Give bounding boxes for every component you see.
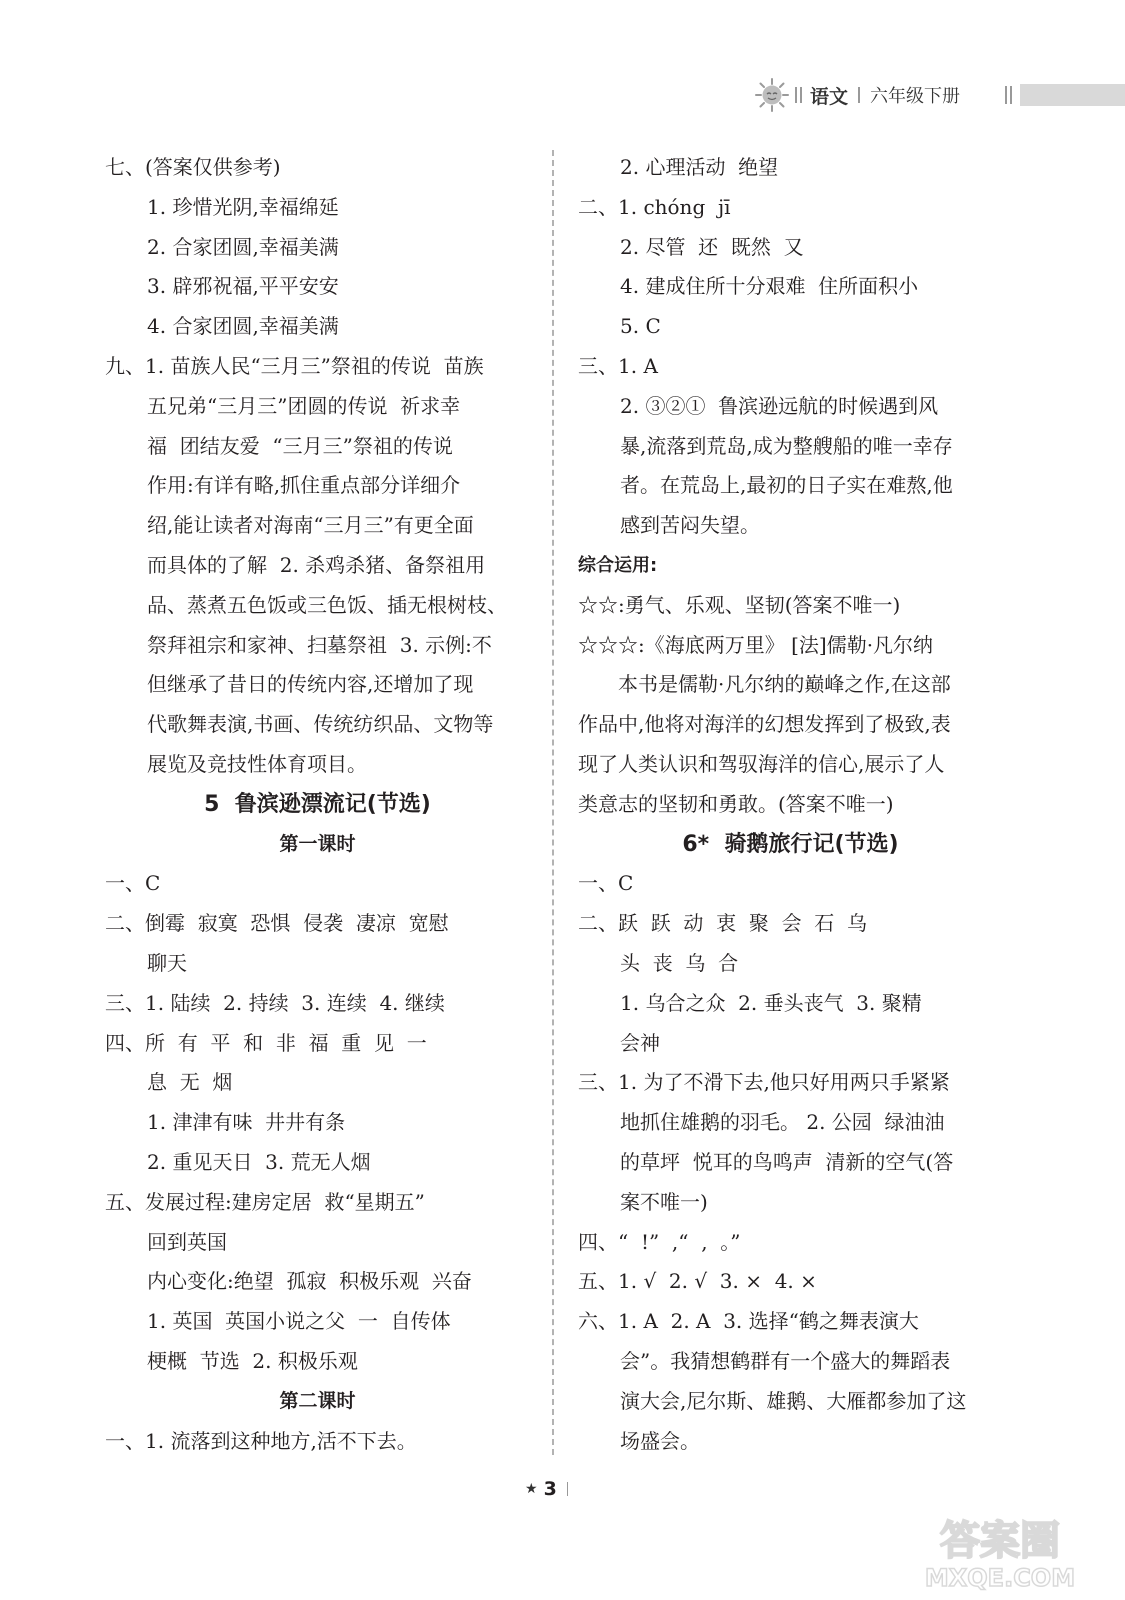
page-footer [525,1478,568,1500]
star-icon: ★ [525,1481,538,1497]
answer-line: 5. C [620,314,661,339]
answer-line: 绍,能让读者对海南“三月三”有更全面 [147,513,474,538]
svg-text:答案圈: 答案圈 [940,1518,1060,1564]
answer-line: 2. ③②① 鲁滨逊远航的时候遇到风 [620,393,939,418]
watermark-logo [895,1510,1105,1592]
header-separator [858,87,860,103]
header-bars [795,87,802,103]
left-column [105,148,530,1461]
answer-line: 六、1. A 2. A 3. 选择“鹤之舞表演大 [578,1309,919,1334]
answer-line: 但继承了昔日的传统内容,还增加了现 [147,672,474,697]
header-gray-band [1020,84,1125,106]
answer-line: 祭拜祖宗和家神、扫墓祭祖 3. 示例:不 [147,632,492,657]
answer-line: 4. 建成住所十分艰难 住所面积小 [620,274,919,299]
answer-line: 1. 珍惜光阴,幸福绵延 [147,194,339,219]
answer-line: 会”。我猜想鹤群有一个盛大的舞蹈表 [620,1348,951,1373]
lesson-subtitle: 第二课时 [279,1389,356,1412]
sun-face-icon [755,78,789,112]
answer-line: 梗概 节选 2. 积极乐观 [147,1348,358,1373]
answer-line: 二、倒霉 寂寞 恐惧 侵袭 凄凉 宽慰 [105,911,449,936]
answer-line: 回到英国 [147,1229,227,1254]
answer-line: 感到苦闷失望。 [620,513,760,538]
answer-line: 地抓住雄鹅的羽毛。 2. 公园 绿油油 [620,1110,945,1135]
answer-line: 二、跃 跃 动 衷 聚 会 石 乌 [578,911,868,936]
answer-line: 暴,流落到荒岛,成为整艘船的唯一幸存 [620,433,953,458]
answer-line: 场盛会。 [620,1428,700,1453]
page-header [755,78,960,112]
answer-line: 者。在荒岛上,最初的日子实在难熬,他 [620,473,953,498]
answer-line: 本书是儒勒·凡尔纳的巅峰之作,在这部 [618,672,951,697]
answer-line: 2. 合家团圆,幸福美满 [147,234,339,259]
answer-line: 2. 心理活动 绝望 [620,155,779,179]
section-title: 5 鲁滨逊漂流记(节选) [204,791,431,817]
footer-tick [567,1482,568,1496]
answer-line: 息 无 烟 [147,1070,233,1095]
answer-line: ☆☆☆:《海底两万里》 [法]儒勒·凡尔纳 [578,632,934,657]
answer-line: 展览及竞技性体育项目。 [147,751,367,776]
answer-line: 三、1. 为了不滑下去,他只好用两只手紧紧 [578,1070,950,1095]
column-divider [552,150,554,1455]
answer-line: 二、1. chóng jī [578,194,731,219]
section-title: 6* 骑鹅旅行记(节选) [682,831,899,857]
answer-line: 2. 尽管 还 既然 又 [620,234,804,259]
answer-line: 品、蒸煮五色饭或三色饭、插无根树枝、 [147,592,507,617]
answer-line: 四、所 有 平 和 非 福 重 见 一 [105,1030,427,1055]
answer-line: 三、1. A [578,353,658,378]
answer-line: 作用:有详有略,抓住重点部分详细介 [147,473,461,498]
answer-line: 类意志的坚韧和勇敢。(答案不唯一) [578,791,894,816]
answer-line: 演大会,尼尔斯、雄鹅、大雁都参加了这 [620,1388,967,1413]
answer-line: 的草坪 悦耳的鸟鸣声 清新的空气(答 [620,1149,954,1174]
answer-line: 1. 英国 英国小说之父 一 自传体 [147,1309,451,1334]
answer-line: 聊天 [147,950,187,975]
answer-line: 一、C [105,871,161,896]
answer-line: 一、1. 流落到这种地方,活不下去。 [105,1428,417,1453]
header-bars-right [1005,86,1012,104]
answer-line: 福 团结友爱 “三月三”祭祖的传说 [147,433,453,458]
answer-line: 三、1. 陆续 2. 持续 3. 连续 4. 继续 [105,990,445,1015]
answer-line: 2. 重见天日 3. 荒无人烟 [147,1149,371,1174]
right-column [578,148,1003,1461]
lesson-subtitle: 第一课时 [279,832,356,855]
answer-line: 现了人类认识和驾驭海洋的信心,展示了人 [578,751,945,776]
answer-line: 3. 辟邪祝福,平平安安 [147,274,339,299]
answer-line: 而具体的了解 2. 杀鸡杀猪、备祭祖用 [147,552,486,577]
answer-line: 案不唯一) [620,1189,708,1214]
answer-line: 代歌舞表演,书画、传统纺织品、文物等 [147,712,494,737]
answer-line: 头 丧 乌 合 [620,950,739,975]
answer-line: 五、发展过程:建房定居 救“星期五” [105,1189,425,1214]
answer-line: 一、C [578,871,634,896]
answer-line: 五、1. √ 2. √ 3. × 4. × [578,1269,817,1294]
answer-line: 4. 合家团圆,幸福美满 [147,314,339,339]
answer-line: 内心变化:绝望 孤寂 积极乐观 兴奋 [147,1269,472,1294]
section-label: 综合运用: [578,554,658,576]
page-number: 3 [543,1478,557,1500]
answer-line: 五兄弟“三月三”团圆的传说 祈求幸 [147,393,461,418]
answer-line: 七、(答案仅供参考) [105,155,281,179]
answer-line: 1. 津津有味 井井有条 [147,1110,346,1135]
header-grade: 六年级下册 [870,86,961,107]
answer-line: 九、1. 苗族人民“三月三”祭祖的传说 苗族 [105,353,484,378]
svg-text:MXQE.COM: MXQE.COM [924,1564,1076,1592]
answer-line: 作品中,他将对海洋的幻想发挥到了极致,表 [578,712,951,737]
answer-line: 会神 [620,1030,660,1055]
header-subject: 语文 [810,85,849,108]
answer-line: 1. 乌合之众 2. 垂头丧气 3. 聚精 [620,990,922,1015]
answer-line: 四、“ !” ,“ , 。” [578,1229,741,1254]
answer-line: ☆☆:勇气、乐观、坚韧(答案不唯一) [578,592,901,617]
